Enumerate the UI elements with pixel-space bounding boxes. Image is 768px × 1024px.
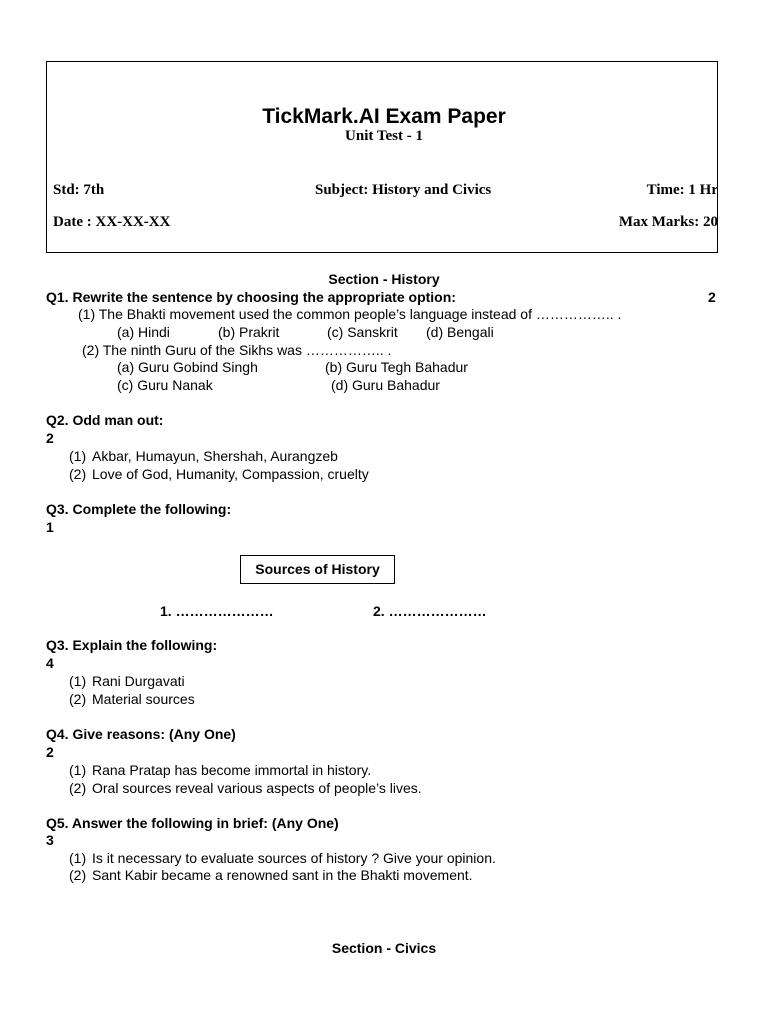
q1-sub2-option-c: (c) Guru Nanak [117, 377, 213, 393]
q2-marks: 2 [46, 430, 54, 446]
q1-sub1-text: (1) The Bhakti movement used the common people’s language instead of …………….. . [78, 306, 622, 322]
q4-item-2 [69, 780, 422, 796]
q5-marks: 3 [46, 832, 54, 848]
q5-heading: Q5. Answer the following in brief: (Any One) [46, 815, 339, 831]
q2-item-2 [69, 466, 369, 482]
blank-2: 2. ………………… [373, 603, 487, 619]
paper-subtitle: Unit Test - 1 [345, 128, 423, 144]
q3-explain-marks: 4 [46, 655, 54, 671]
q5-item-1 [69, 850, 496, 866]
q1-sub2-option-d: (d) Guru Bahadur [331, 377, 440, 393]
subject-label: Subject: History and Civics [315, 182, 492, 198]
q3-explain-item-1 [69, 673, 185, 689]
sources-of-history-box: Sources of History [240, 555, 395, 584]
q1-sub2-option-b: (b) Guru Tegh Bahadur [325, 359, 468, 375]
q4-item-1 [69, 762, 371, 778]
blank-1: 1. ………………… [160, 603, 274, 619]
q3-complete-heading: Q3. Complete the following: [46, 501, 232, 517]
list-number: (2) [69, 691, 87, 707]
list-number: (2) [69, 780, 87, 796]
list-text: Rana Pratap has become immortal in history. [92, 762, 372, 778]
q1-sub1-option-c: (c) Sanskrit [327, 324, 398, 340]
q1-marks: 2 [708, 289, 716, 305]
q3-explain-item-2 [69, 691, 195, 707]
list-text: Love of God, Humanity, Compassion, cruelty [92, 466, 369, 482]
q1-sub2-option-a: (a) Guru Gobind Singh [117, 359, 258, 375]
q1-sub2-text: (2) The ninth Guru of the Sikhs was …………….. . [82, 342, 392, 358]
list-number: (1) [69, 850, 87, 866]
q1-heading: Q1. Rewrite the sentence by choosing the appropriate option: [46, 289, 456, 305]
q1-sub1-option-d: (d) Bengali [426, 324, 494, 340]
max-marks-label: Max Marks: 20 [618, 214, 718, 230]
list-text: Rani Durgavati [92, 673, 185, 689]
q2-item-1 [69, 448, 338, 464]
time-label: Time: 1 Hr [646, 182, 718, 198]
q3-complete-marks: 1 [46, 519, 54, 535]
q5-item-2 [69, 867, 473, 883]
q4-heading: Q4. Give reasons: (Any One) [46, 726, 236, 742]
list-number: (1) [69, 673, 87, 689]
list-number: (1) [69, 762, 87, 778]
list-number: (1) [69, 448, 87, 464]
section-civics-heading: Section - Civics [331, 940, 437, 956]
q3-explain-heading: Q3. Explain the following: [46, 637, 218, 653]
section-history-heading: Section - History [328, 271, 440, 287]
std-label: Std: 7th [53, 182, 105, 198]
list-text: Oral sources reveal various aspects of people’s lives. [92, 780, 422, 796]
list-number: (2) [69, 867, 87, 883]
paper-title: TickMark.AI Exam Paper [262, 105, 506, 128]
list-text: Is it necessary to evaluate sources of history ? Give your opinion. [92, 850, 496, 866]
date-label: Date : XX-XX-XX [53, 214, 171, 230]
list-text: Material sources [92, 691, 195, 707]
list-text: Akbar, Humayun, Shershah, Aurangzeb [92, 448, 338, 464]
list-text: Sant Kabir became a renowned sant in the Bhakti movement. [92, 867, 473, 883]
q2-heading: Q2. Odd man out: [46, 412, 164, 428]
q1-sub1-option-b: (b) Prakrit [218, 324, 280, 340]
list-number: (2) [69, 466, 87, 482]
q4-marks: 2 [46, 744, 54, 760]
q1-sub1-option-a: (a) Hindi [117, 324, 170, 340]
